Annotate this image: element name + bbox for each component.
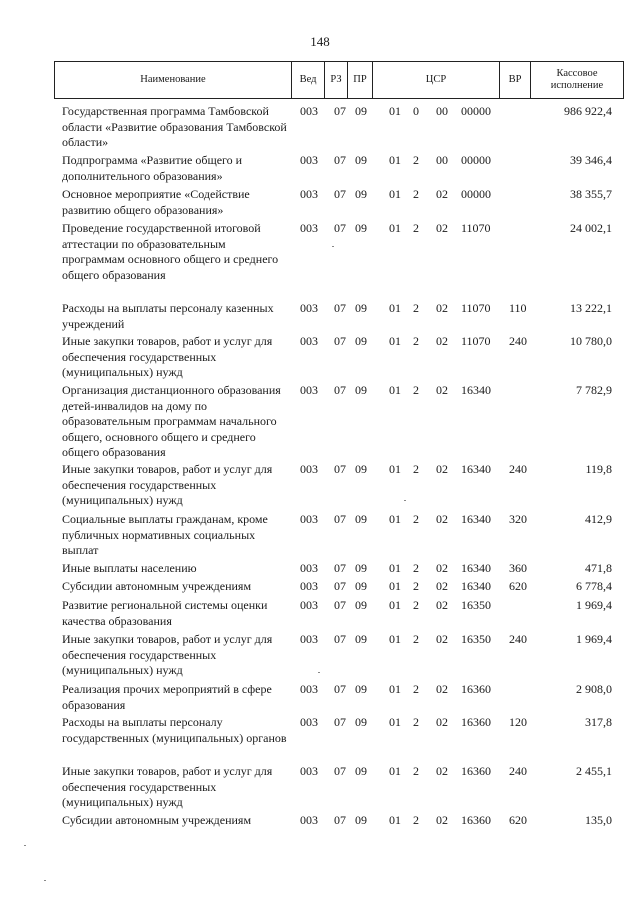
- row-csr-subprogram: 2: [413, 301, 419, 315]
- row-csr-event: 02: [436, 512, 448, 526]
- row-ved: 003: [300, 383, 318, 397]
- row-csr-direction: 16340: [461, 579, 491, 593]
- row-ved: 003: [300, 104, 318, 118]
- row-csr-program: 01: [389, 764, 401, 778]
- row-vr: 320: [509, 512, 527, 526]
- row-csr-program: 01: [389, 153, 401, 167]
- row-name: Иные закупки товаров, работ и услуг для обеспечения государственных (муниципальных) нужд: [62, 462, 273, 507]
- header-vr: ВР: [508, 74, 522, 85]
- header-sum-line2: исполнение: [550, 80, 604, 91]
- row-csr-direction: 00000: [461, 153, 491, 167]
- row-csr-event: 02: [436, 682, 448, 696]
- row-vr: 360: [509, 561, 527, 575]
- row-pr: 09: [355, 561, 367, 575]
- row-rz: 07: [334, 153, 346, 167]
- row-ved: 003: [300, 715, 318, 729]
- row-sum: 1 969,4: [576, 598, 612, 612]
- row-csr-subprogram: 0: [413, 104, 419, 118]
- row-pr: 09: [355, 301, 367, 315]
- row-csr-program: 01: [389, 462, 401, 476]
- row-rz: 07: [334, 462, 346, 476]
- row-pr: 09: [355, 383, 367, 397]
- row-sum: 986 922,4: [564, 104, 612, 118]
- row-pr: 09: [355, 221, 367, 235]
- row-pr: 09: [355, 334, 367, 348]
- row-name: Реализация прочих мероприятий в сфере образования: [62, 682, 272, 712]
- row-vr: 240: [509, 334, 527, 348]
- row-csr-program: 01: [389, 301, 401, 315]
- row-name: Развитие региональной системы оценки качества образования: [62, 598, 268, 628]
- row-ved: 003: [300, 187, 318, 201]
- row-name: Иные закупки товаров, работ и услуг для обеспечения государственных (муниципальных) нужд: [62, 334, 273, 379]
- row-csr-direction: 16340: [461, 383, 491, 397]
- row-csr-direction: 16360: [461, 682, 491, 696]
- scan-speck: [24, 845, 26, 846]
- row-csr-event: 02: [436, 561, 448, 575]
- row-csr-event: 02: [436, 221, 448, 235]
- row-csr-program: 01: [389, 383, 401, 397]
- row-name: Иные выплаты населению: [62, 561, 197, 575]
- header-rz: РЗ: [330, 74, 342, 85]
- row-rz: 07: [334, 715, 346, 729]
- row-sum: 317,8: [585, 715, 612, 729]
- row-csr-direction: 16350: [461, 598, 491, 612]
- row-csr-event: 02: [436, 383, 448, 397]
- row-csr-subprogram: 2: [413, 715, 419, 729]
- row-name: Социальные выплаты гражданам, кроме публичных нормативных социальных выплат: [62, 512, 268, 557]
- row-pr: 09: [355, 153, 367, 167]
- row-csr-subprogram: 2: [413, 512, 419, 526]
- row-ved: 003: [300, 598, 318, 612]
- row-vr: 240: [509, 632, 527, 646]
- row-csr-event: 02: [436, 598, 448, 612]
- row-sum: 39 346,4: [570, 153, 612, 167]
- row-sum: 6 778,4: [576, 579, 612, 593]
- row-vr: 240: [509, 462, 527, 476]
- row-vr: 120: [509, 715, 527, 729]
- row-ved: 003: [300, 561, 318, 575]
- row-sum: 119,8: [585, 462, 612, 476]
- row-csr-subprogram: 2: [413, 561, 419, 575]
- row-sum: 2 455,1: [576, 764, 612, 778]
- row-sum: 24 002,1: [570, 221, 612, 235]
- row-name: Государственная программа Тамбовской области «Развитие образования Тамбовской области»: [62, 104, 287, 149]
- row-csr-event: 02: [436, 764, 448, 778]
- row-sum: 10 780,0: [570, 334, 612, 348]
- row-sum: 1 969,4: [576, 632, 612, 646]
- row-vr: 240: [509, 764, 527, 778]
- row-csr-subprogram: 2: [413, 221, 419, 235]
- row-rz: 07: [334, 383, 346, 397]
- header-sum-line1: Кассовое: [556, 68, 598, 79]
- row-name: Иные закупки товаров, работ и услуг для обеспечения государственных (муниципальных) нужд: [62, 764, 273, 809]
- row-name: Организация дистанционного образования детей-инвалидов на дому по образовательным программам начального общего, основного общего и среднего общего образования: [62, 383, 281, 459]
- row-csr-direction: 16360: [461, 813, 491, 827]
- row-pr: 09: [355, 813, 367, 827]
- row-csr-direction: 16340: [461, 462, 491, 476]
- row-csr-direction: 16340: [461, 512, 491, 526]
- row-ved: 003: [300, 462, 318, 476]
- row-rz: 07: [334, 221, 346, 235]
- row-csr-program: 01: [389, 682, 401, 696]
- row-sum: 7 782,9: [576, 383, 612, 397]
- row-csr-program: 01: [389, 579, 401, 593]
- row-csr-subprogram: 2: [413, 187, 419, 201]
- row-ved: 003: [300, 221, 318, 235]
- row-pr: 09: [355, 104, 367, 118]
- row-sum: 13 222,1: [570, 301, 612, 315]
- row-csr-program: 01: [389, 813, 401, 827]
- row-csr-subprogram: 2: [413, 813, 419, 827]
- row-csr-event: 02: [436, 187, 448, 201]
- row-name: Субсидии автономным учреждениям: [62, 813, 252, 827]
- row-sum: 135,0: [585, 813, 612, 827]
- row-csr-subprogram: 2: [413, 598, 419, 612]
- row-rz: 07: [334, 598, 346, 612]
- row-rz: 07: [334, 334, 346, 348]
- row-rz: 07: [334, 561, 346, 575]
- scan-speck: [332, 246, 334, 247]
- row-sum: 412,9: [585, 512, 612, 526]
- scan-speck: [404, 500, 406, 501]
- row-csr-subprogram: 2: [413, 334, 419, 348]
- scan-speck: [44, 880, 46, 881]
- row-csr-direction: 16360: [461, 764, 491, 778]
- row-csr-program: 01: [389, 512, 401, 526]
- row-vr: 620: [509, 813, 527, 827]
- row-csr-event: 02: [436, 579, 448, 593]
- row-csr-direction: 16360: [461, 715, 491, 729]
- row-csr-direction: 11070: [461, 301, 491, 315]
- row-ved: 003: [300, 579, 318, 593]
- row-csr-event: 02: [436, 813, 448, 827]
- row-csr-direction: 11070: [461, 221, 491, 235]
- row-csr-event: 00: [436, 104, 448, 118]
- row-rz: 07: [334, 187, 346, 201]
- row-rz: 07: [334, 512, 346, 526]
- row-ved: 003: [300, 334, 318, 348]
- row-csr-subprogram: 2: [413, 764, 419, 778]
- row-pr: 09: [355, 187, 367, 201]
- row-ved: 003: [300, 764, 318, 778]
- row-csr-subprogram: 2: [413, 632, 419, 646]
- row-ved: 003: [300, 301, 318, 315]
- row-csr-direction: 11070: [461, 334, 491, 348]
- row-vr: 110: [509, 301, 527, 315]
- row-rz: 07: [334, 682, 346, 696]
- row-sum: 38 355,7: [570, 187, 612, 201]
- row-pr: 09: [355, 715, 367, 729]
- header-csr: ЦСР: [425, 74, 447, 85]
- header-pr: ПР: [353, 74, 367, 85]
- row-rz: 07: [334, 579, 346, 593]
- header-name: Наименование: [140, 74, 206, 85]
- row-csr-program: 01: [389, 715, 401, 729]
- row-csr-event: 02: [436, 632, 448, 646]
- row-rz: 07: [334, 764, 346, 778]
- row-csr-program: 01: [389, 187, 401, 201]
- row-csr-subprogram: 2: [413, 383, 419, 397]
- row-csr-program: 01: [389, 598, 401, 612]
- row-csr-program: 01: [389, 221, 401, 235]
- row-pr: 09: [355, 579, 367, 593]
- row-vr: 620: [509, 579, 527, 593]
- row-sum: 2 908,0: [576, 682, 612, 696]
- row-csr-subprogram: 2: [413, 153, 419, 167]
- row-pr: 09: [355, 682, 367, 696]
- row-name: Субсидии автономным учреждениям: [62, 579, 252, 593]
- row-csr-event: 02: [436, 715, 448, 729]
- row-csr-subprogram: 2: [413, 579, 419, 593]
- row-rz: 07: [334, 632, 346, 646]
- header-ved: Вед: [299, 74, 317, 85]
- page-number: 148: [310, 34, 330, 49]
- row-ved: 003: [300, 682, 318, 696]
- row-rz: 07: [334, 104, 346, 118]
- row-csr-direction: 00000: [461, 187, 491, 201]
- row-rz: 07: [334, 813, 346, 827]
- row-csr-program: 01: [389, 561, 401, 575]
- row-pr: 09: [355, 512, 367, 526]
- row-ved: 003: [300, 632, 318, 646]
- row-pr: 09: [355, 764, 367, 778]
- row-name: Расходы на выплаты персоналу казенных учреждений: [62, 301, 274, 331]
- row-csr-subprogram: 2: [413, 682, 419, 696]
- row-ved: 003: [300, 512, 318, 526]
- row-csr-event: 02: [436, 301, 448, 315]
- row-csr-event: 02: [436, 462, 448, 476]
- row-sum: 471,8: [585, 561, 612, 575]
- row-csr-program: 01: [389, 104, 401, 118]
- row-csr-event: 02: [436, 334, 448, 348]
- row-name: Проведение государственной итоговой аттестации по образовательным программам основного общего и среднего общего образования: [62, 221, 279, 282]
- row-csr-direction: 00000: [461, 104, 491, 118]
- row-name: Основное мероприятие «Содействие развитию общего образования»: [62, 187, 250, 217]
- row-csr-direction: 16350: [461, 632, 491, 646]
- row-csr-subprogram: 2: [413, 462, 419, 476]
- row-csr-program: 01: [389, 334, 401, 348]
- row-csr-event: 00: [436, 153, 448, 167]
- row-rz: 07: [334, 301, 346, 315]
- row-name: Иные закупки товаров, работ и услуг для обеспечения государственных (муниципальных) нужд: [62, 632, 273, 677]
- row-name: Подпрограмма «Развитие общего и дополнительного образования»: [62, 153, 243, 183]
- row-csr-program: 01: [389, 632, 401, 646]
- row-pr: 09: [355, 462, 367, 476]
- row-pr: 09: [355, 598, 367, 612]
- scan-speck: [318, 672, 320, 673]
- row-ved: 003: [300, 153, 318, 167]
- row-name: Расходы на выплаты персоналу государственных (муниципальных) органов: [62, 715, 287, 745]
- row-ved: 003: [300, 813, 318, 827]
- row-pr: 09: [355, 632, 367, 646]
- row-csr-direction: 16340: [461, 561, 491, 575]
